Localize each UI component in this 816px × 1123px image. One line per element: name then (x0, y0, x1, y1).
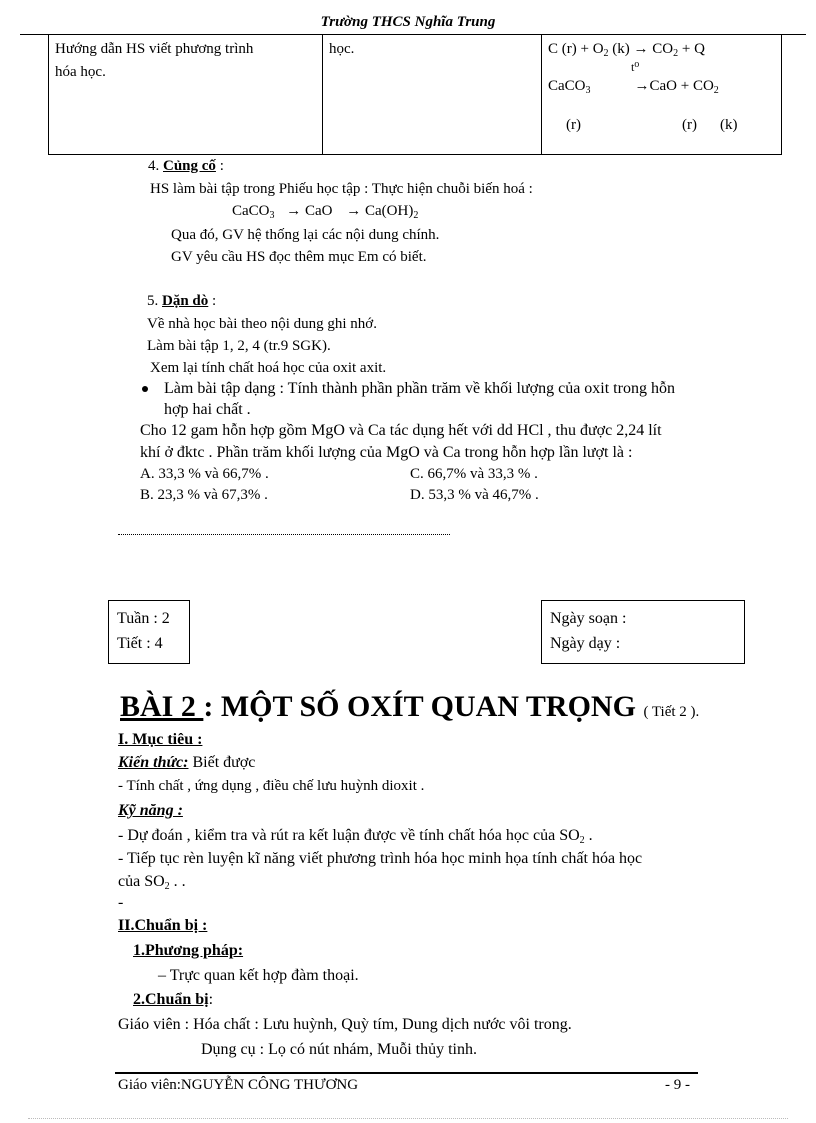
eq-product: CO (648, 41, 674, 57)
knowledge-line (118, 754, 255, 772)
teach-date-line: Ngày dạy : (550, 635, 621, 652)
eq-reactant: CaCO (548, 78, 586, 94)
school-header: Trường THCS Nghĩa Trung (320, 14, 496, 30)
section-title: I. Mục tiêu : (118, 731, 203, 748)
lesson-period: ( Tiết 2 ). (643, 704, 700, 720)
knowledge-label: Kiến thức: (118, 754, 189, 771)
option-c: C. 66,7% và 33,3 % . (410, 466, 538, 482)
skill-text: - Dự đoán , kiểm tra và rút ra kết luận được về tính chất hóa học của SO (118, 827, 580, 844)
method-heading (133, 942, 243, 960)
skill-text: . (584, 827, 593, 844)
page-edge (28, 1118, 788, 1119)
skill-item: - Tiếp tục rèn luyện kĩ năng viết phương trình hóa học minh họa tính chất hóa học (118, 850, 643, 867)
method-item: – Trực quan kết hợp đàm thoại. (158, 967, 359, 984)
option-b: B. 23,3 % và 67,3% . (140, 487, 268, 503)
date-box (541, 600, 745, 664)
eq-arrow: → (633, 41, 649, 57)
footer-teacher: Giáo viên:NGUYỄN CÔNG THƯƠNG (118, 1077, 359, 1093)
skill-text: của SO (118, 873, 165, 890)
period-line: Tiết : 4 (117, 635, 163, 652)
table-cell-line: Hướng dẫn HS viết phương trình (55, 41, 254, 57)
activity-table (48, 34, 782, 155)
eq-arrow: → (634, 78, 650, 94)
lesson-number: BÀI 2 (120, 690, 204, 723)
eq-state: (r) (566, 117, 581, 133)
table-cell-equations (542, 34, 782, 155)
chain-compound: CaO (301, 203, 333, 219)
eq-state: (k) (720, 117, 738, 133)
cungco-line: Qua đó, GV hệ thống lại các nội dung chính. (171, 227, 440, 243)
eq-condition: t⁰ (631, 60, 640, 74)
eq-product: + Q (678, 41, 705, 57)
lesson-name: : MỘT SỐ OXÍT QUAN TRỌNG (203, 690, 644, 723)
table-cell-teacher-activity (49, 34, 323, 155)
eq-subscript: 2 (713, 85, 719, 96)
reaction-chain (232, 203, 418, 221)
chain-arrow: → (346, 203, 362, 219)
eq-reactants: C (r) + O (548, 41, 604, 57)
eq-state: (k) (608, 41, 634, 57)
knowledge-item: - Tính chất , ứng dụng , điều chế lưu huỳnh dioxit . (118, 778, 425, 794)
table-cell-student-activity (323, 34, 542, 155)
empty-dash: - (118, 894, 124, 911)
chain-subscript: 2 (413, 210, 419, 221)
cungco-heading (148, 158, 224, 175)
week-box (108, 600, 190, 664)
eq-subscript: 2 (673, 48, 679, 59)
skills-heading (118, 802, 183, 820)
bullet-line: Làm bài tập dạng : Tính thành phần phần trăm về khối lượng của oxit trong hỗn (164, 380, 675, 397)
option-d: D. 53,3 % và 46,7% . (410, 487, 539, 503)
bullet-line: hợp hai chất . (164, 401, 251, 418)
chain-subscript: 3 (269, 210, 275, 221)
section-number: 4. (148, 158, 160, 174)
problem-line: Cho 12 gam hỗn hợp gồm MgO và Ca tác dụng hết với dd HCl , thu được 2,24 lít (140, 422, 662, 439)
lesson-title (120, 690, 699, 724)
section-number: 5. (147, 293, 159, 309)
section-title: Dặn dò (162, 293, 209, 309)
method-label: 1.Phương pháp: (133, 942, 244, 959)
prep-colon: : (208, 991, 214, 1008)
chain-compound: CaCO (232, 203, 270, 219)
dando-line: Xem lại tính chất hoá học của oxit axit. (150, 360, 387, 376)
prep-date-line: Ngày soạn : (550, 610, 627, 627)
bullet-dot (142, 386, 148, 392)
eq-subscript: 3 (585, 85, 591, 96)
section-title: II.Chuẩn bị : (118, 917, 208, 934)
teacher-tools: Dụng cụ : Lọ có nút nhám, Muỗi thủy tinh. (201, 1041, 477, 1058)
cungco-line: GV yêu cầu HS đọc thêm mục Em có biết. (171, 249, 427, 265)
problem-line: khí ở đktc . Phần trăm khối lượng của MgO và Ca trong hỗn hợp lần lượt là : (140, 444, 633, 461)
equation-caco3-decomposition (548, 75, 775, 102)
skill-subscript: 2 (164, 881, 170, 892)
dando-heading (147, 293, 216, 310)
section-colon: : (208, 293, 217, 309)
section-title: Củng cố (163, 158, 216, 174)
objectives-heading (118, 731, 202, 749)
page-number: - 9 - (665, 1077, 690, 1093)
table-cell-line: học. (329, 41, 355, 57)
chain-compound: Ca(OH) (361, 203, 414, 219)
cungco-line: HS làm bài tập trong Phiếu học tập : Thực hiện chuỗi biến hoá : (150, 181, 533, 197)
skill-text: . . (169, 873, 186, 890)
dando-line: Về nhà học bài theo nội dung ghi nhớ. (147, 316, 377, 332)
skill-item-continued (118, 873, 186, 892)
equation-carbon-combustion (548, 38, 775, 65)
table-cell-line: hóa học. (55, 64, 106, 80)
dando-line: Làm bài tập 1, 2, 4 (tr.9 SGK). (147, 338, 331, 354)
knowledge-text: Biết được (188, 754, 256, 771)
eq-state: (r) (682, 117, 697, 133)
eq-products: CaO + CO (649, 78, 714, 94)
footer-rule (115, 1072, 698, 1074)
week-line: Tuần : 2 (117, 610, 170, 627)
option-a: A. 33,3 % và 66,7% . (140, 466, 269, 482)
section-colon: : (215, 158, 224, 174)
dotted-separator (118, 534, 450, 535)
preparation-heading (118, 917, 207, 935)
skill-subscript: 2 (579, 835, 585, 846)
chain-arrow: → (286, 203, 302, 219)
teacher-materials: Giáo viên : Hóa chất : Lưu huỳnh, Quỳ tím, Dung dịch nước vôi trong. (118, 1016, 572, 1033)
eq-subscript: 2 (603, 48, 609, 59)
prep-heading (133, 991, 213, 1009)
skill-item (118, 827, 593, 846)
skills-label: Kỹ năng : (118, 802, 183, 819)
prep-label: 2.Chuẩn bị (133, 991, 209, 1008)
